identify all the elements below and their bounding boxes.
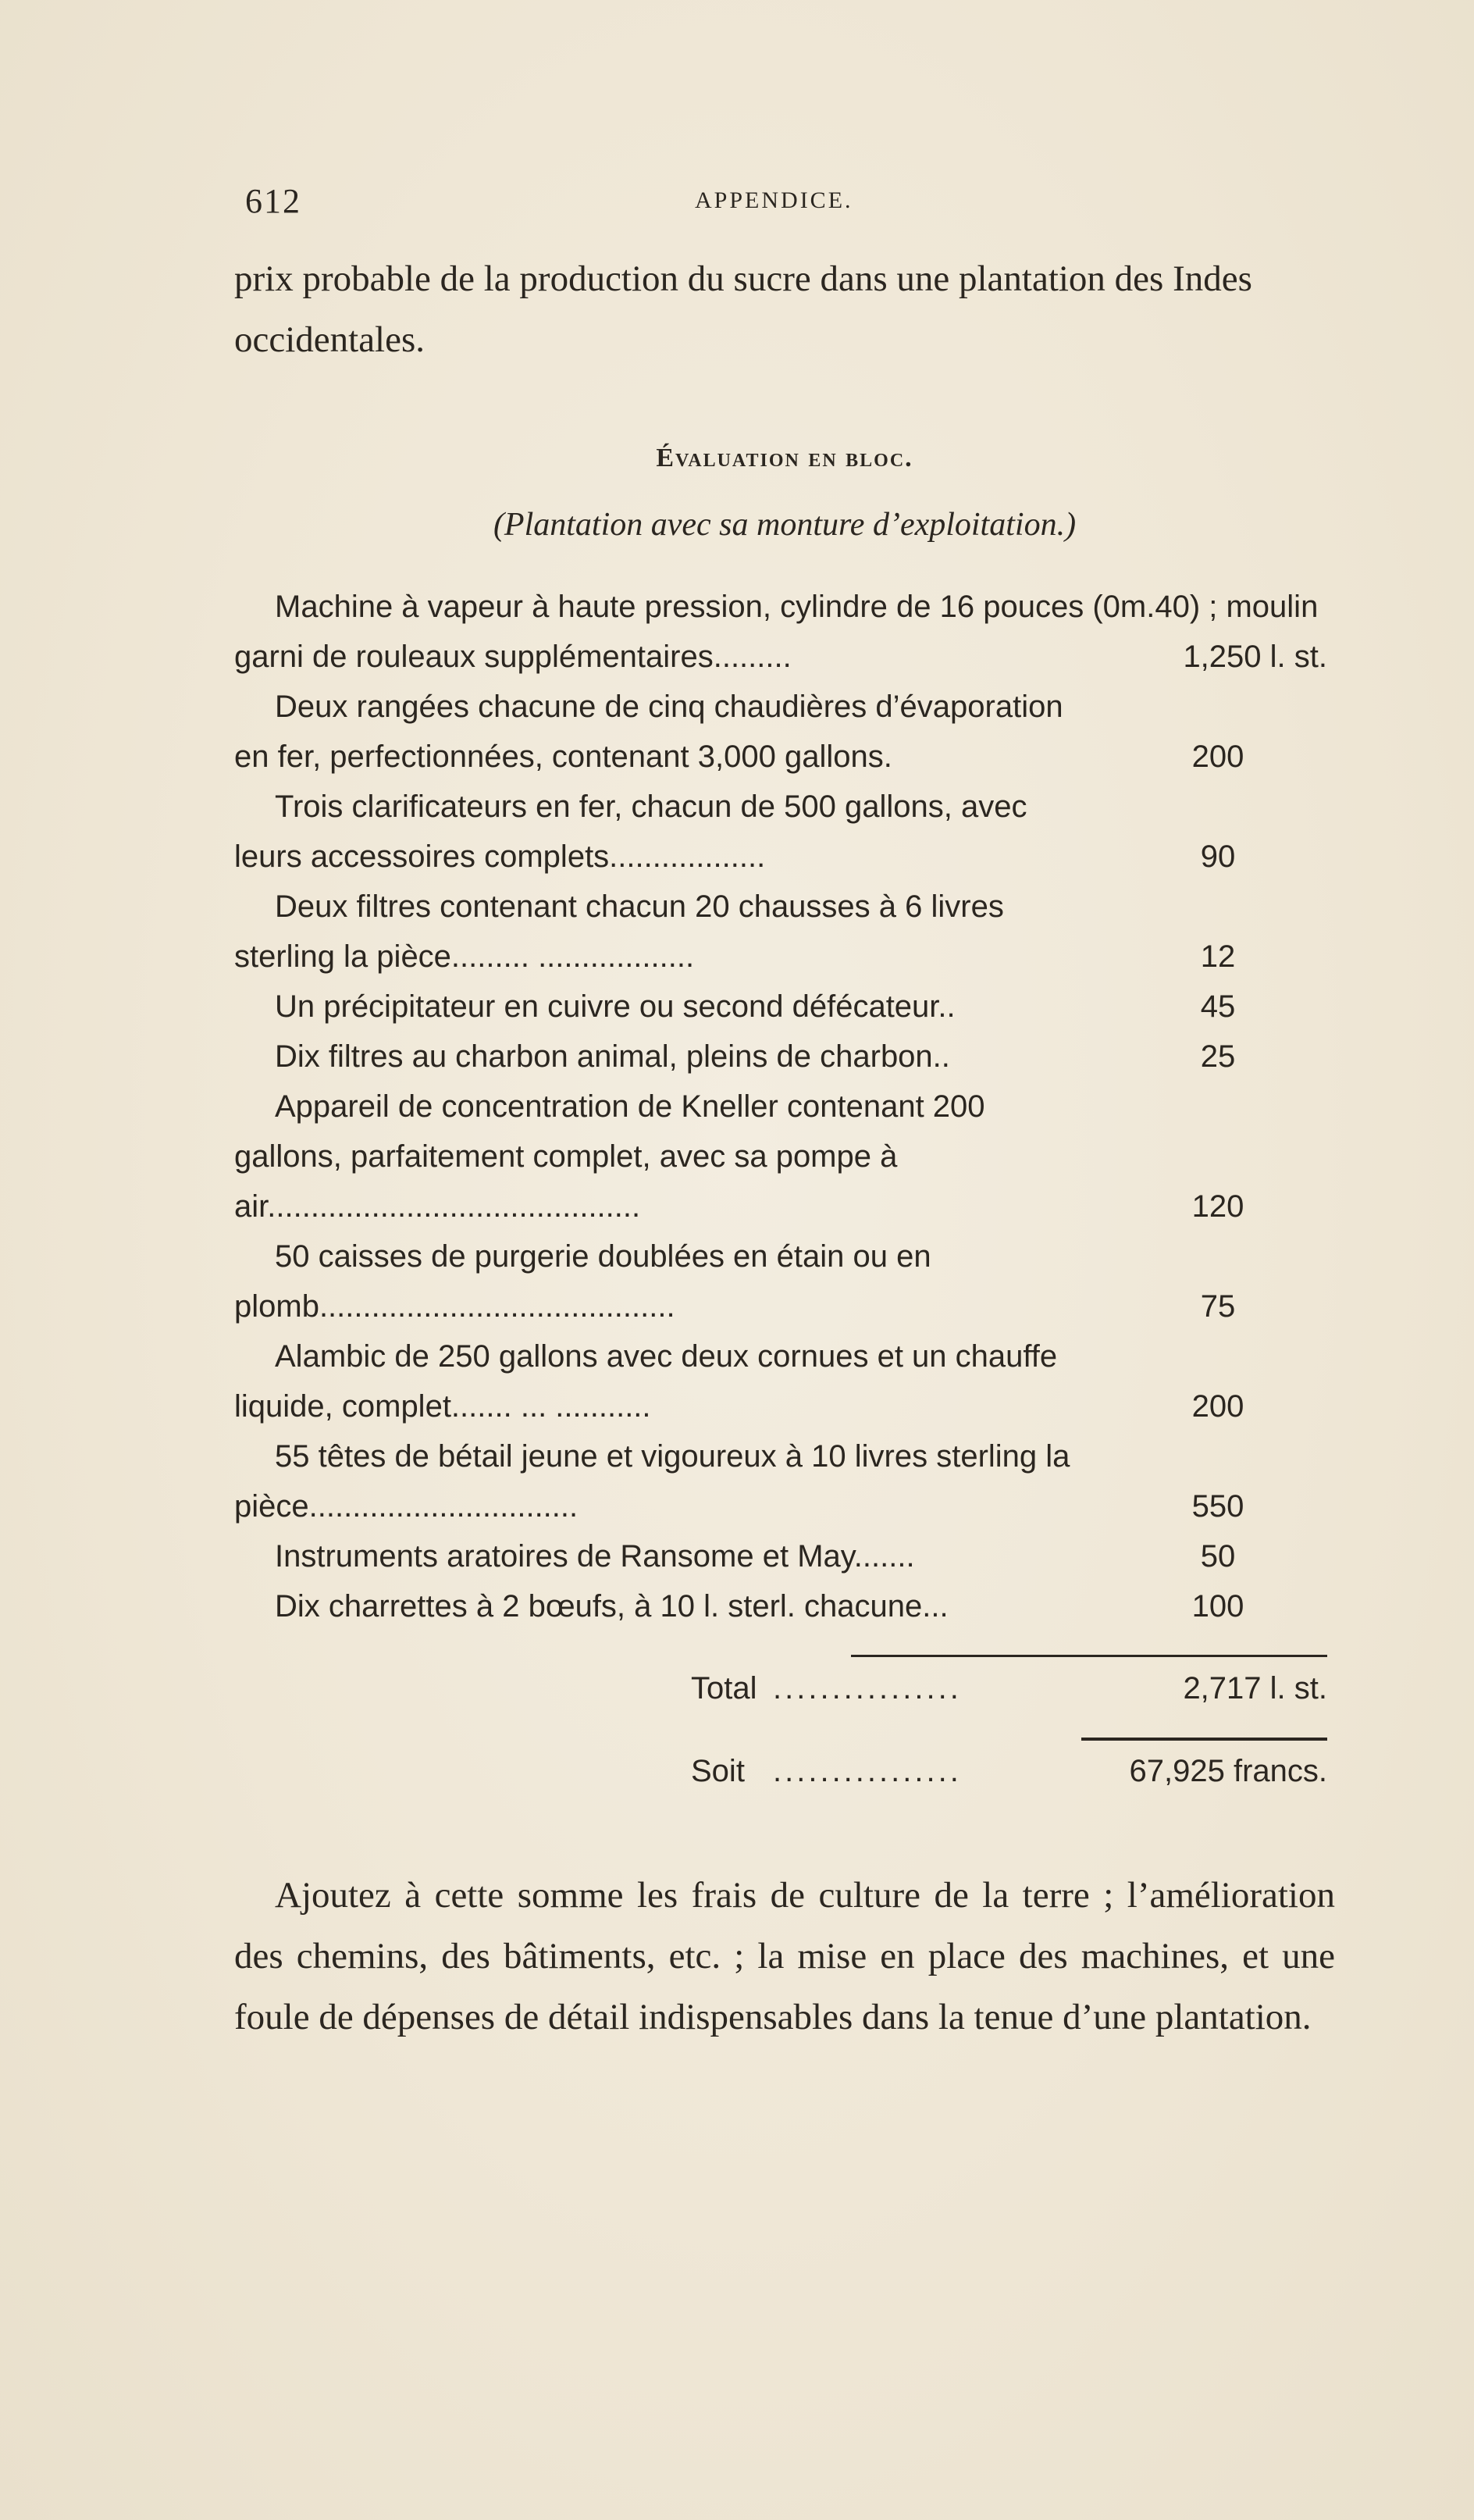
item-description: Trois clarificateurs en fer, chacun de 500 gallons, avec leurs accessoires complets.................. [234, 790, 1027, 874]
list-item [234, 1032, 1327, 1082]
item-description: Deux rangées chacune de cinq chaudières d’évaporation en fer, perfectionnées, contenant 3,000 gallons. [234, 690, 1063, 774]
cost-list [234, 582, 1327, 1631]
list-item [234, 1331, 1327, 1431]
item-description: Machine à vapeur à haute pression, cylindre de 16 pouces (0m.40) ; moulin garni de rouleaux supplémentaires......... [234, 590, 1319, 674]
page-header [234, 181, 1327, 228]
item-description: Un précipitateur en cuivre ou second défécateur.. [275, 989, 956, 1024]
item-description: Deux filtres contenant chacun 20 chausses à 6 livres sterling la pièce......... .................. [234, 889, 1004, 974]
list-item [234, 1082, 1327, 1231]
running-head: APPENDICE. [695, 187, 853, 213]
item-description: 55 têtes de bétail jeune et vigoureux à 10 livres sterling la pièce............................... [234, 1439, 1070, 1524]
list-item [234, 682, 1327, 782]
list-item [234, 582, 1327, 682]
item-amount: 25 [1200, 1039, 1236, 1074]
item-amount: 75 [1200, 1289, 1236, 1324]
item-amount: 1,250 l. st. [1183, 640, 1327, 674]
item-description: Appareil de concentration de Kneller contenant 200 gallons, parfaitement complet, avec sa pompe à air........................................... [234, 1089, 985, 1224]
item-amount: 100 [1191, 1589, 1244, 1624]
list-item [234, 1531, 1327, 1581]
intro-paragraph: prix probable de la production du sucre dans une plantation des Indes occidentales. [234, 258, 1252, 360]
item-description: 50 caisses de purgerie doublées en étain ou en plomb......................................... [234, 1239, 931, 1324]
list-item [234, 982, 1327, 1032]
item-description: Dix filtres au charbon animal, pleins de charbon.. [275, 1039, 950, 1074]
item-amount: 200 [1191, 1389, 1244, 1424]
total-amount: 2,717 l. st. [1183, 1671, 1327, 1706]
list-item [234, 882, 1327, 982]
item-description: Dix charrettes à 2 bœufs, à 10 l. sterl. chacune... [275, 1589, 949, 1624]
item-description: Instruments aratoires de Ransome et May....... [275, 1539, 915, 1574]
list-item [234, 782, 1327, 882]
item-amount: 50 [1200, 1539, 1236, 1574]
item-amount: 45 [1200, 989, 1236, 1024]
list-item [234, 1231, 1327, 1331]
total-label: Total [691, 1671, 757, 1706]
soit-amount: 67,925 francs. [1129, 1754, 1327, 1788]
list-item [234, 1431, 1327, 1531]
list-item [234, 1581, 1327, 1631]
section-subtitle: (Plantation avec sa monture d’exploitation.) [493, 507, 1077, 543]
item-amount: 90 [1200, 839, 1236, 874]
conversion-rule [1081, 1738, 1327, 1741]
sum-rule [851, 1655, 1327, 1657]
closing-paragraph: Ajoutez à cette somme les frais de culture de la terre ; l’amélioration des chemins, des bâtiments, etc. ; la mise en place des machines, et une foule de dépenses de détail indispensables dans la tenue d’une plantation. [234, 1875, 1335, 2037]
item-amount: 12 [1200, 939, 1236, 974]
item-amount: 550 [1191, 1489, 1244, 1524]
total-dots: ................ [773, 1671, 962, 1706]
item-amount: 200 [1191, 740, 1244, 774]
item-description: Alambic de 250 gallons avec deux cornues et un chauffe liquide, complet....... ... ........... [234, 1339, 1058, 1424]
page-number: 612 [245, 182, 301, 220]
item-amount: 120 [1191, 1189, 1244, 1224]
soit-dots: ................ [773, 1754, 962, 1788]
section-title: Évaluation en bloc. [656, 444, 913, 472]
soit-label: Soit [691, 1754, 745, 1788]
